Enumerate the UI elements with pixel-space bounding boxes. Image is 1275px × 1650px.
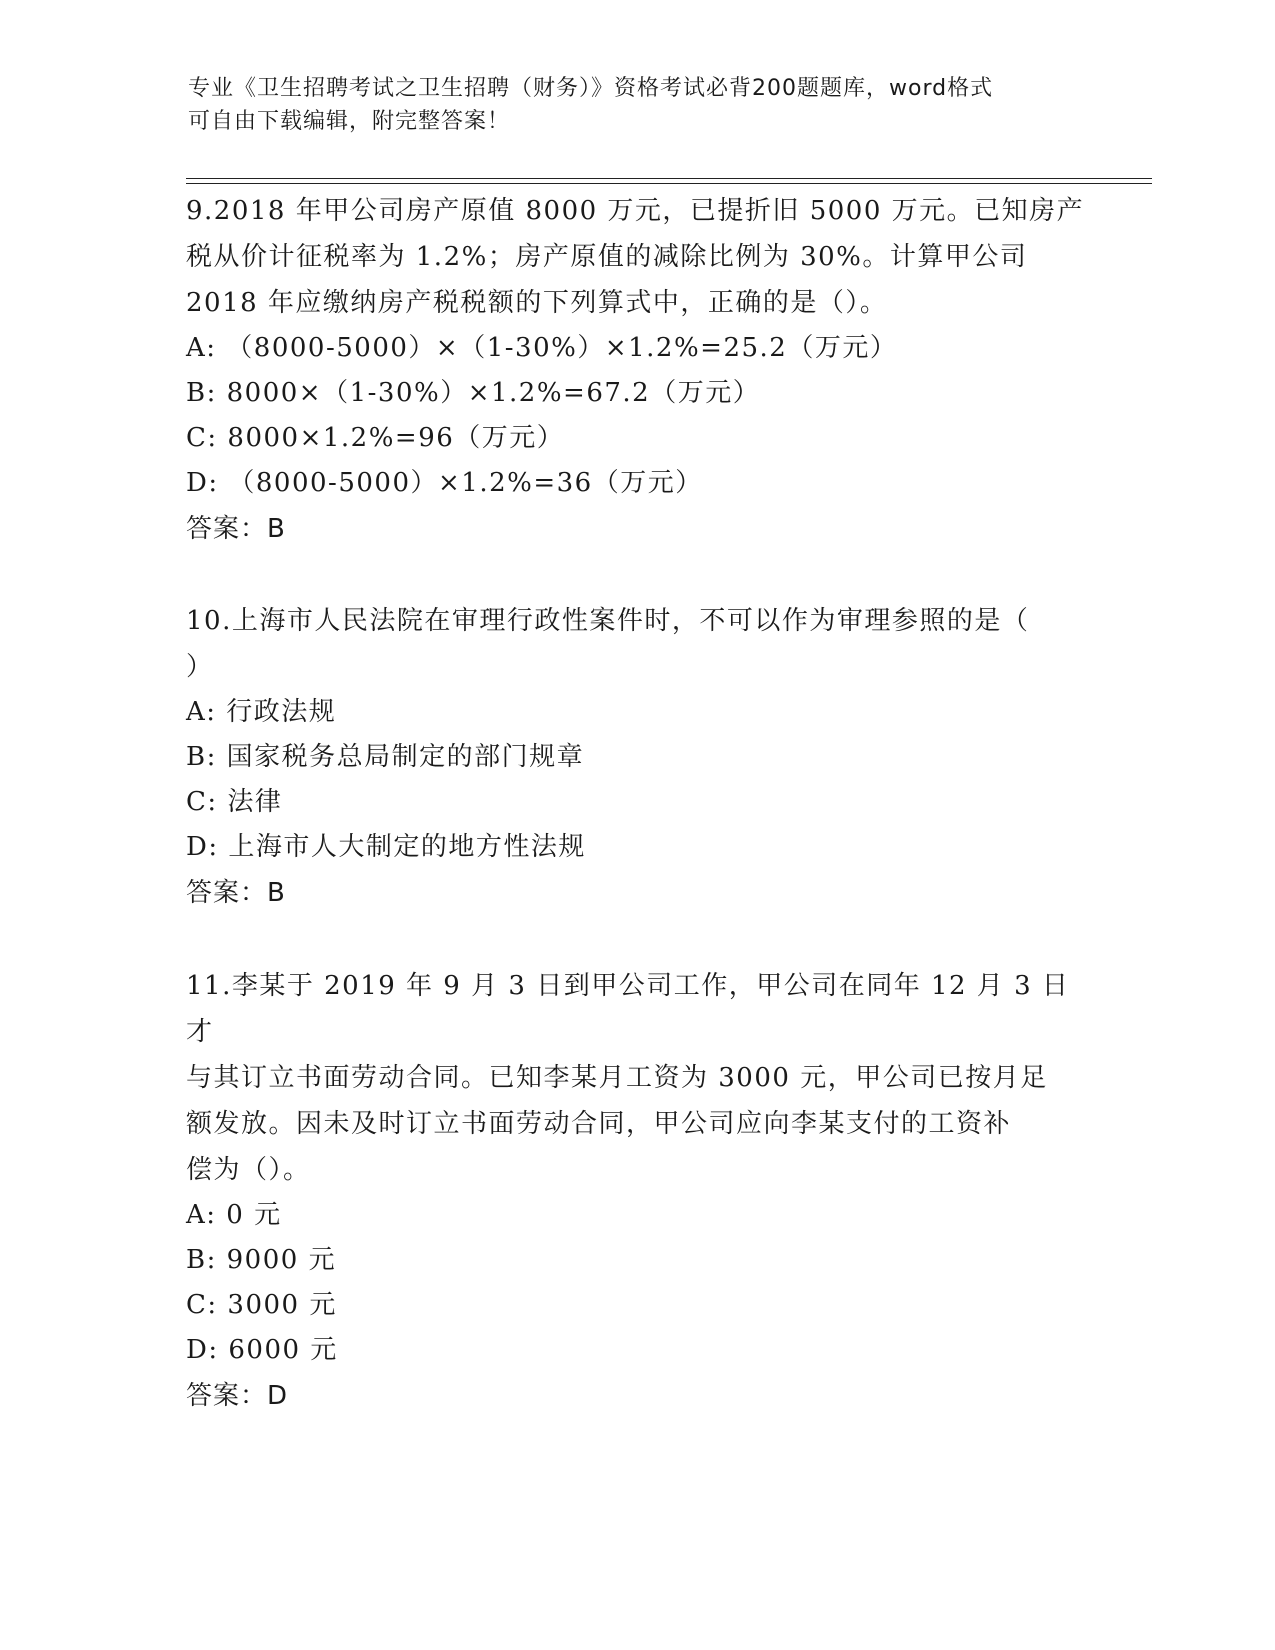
stem-line: 10.上海市人民法院在审理行政性案件时，不可以作为审理参照的是（	[186, 606, 1030, 636]
option-d: D: 上海市人大制定的地方性法规	[186, 832, 586, 862]
header-line-1: 专业《卫生招聘考试之卫生招聘（财务）》资格考试必背200题题库，word格式	[188, 76, 994, 101]
question-stem	[186, 188, 1086, 326]
stem-line: 9.2018 年甲公司房产原值 8000 万元，已提折旧 5000 万元。已知房产	[186, 196, 1085, 226]
header-divider-bottom	[186, 183, 1152, 184]
question-11	[186, 963, 1086, 1419]
answer: 答案：D	[186, 1381, 289, 1411]
option-b: B: 9000 元	[186, 1245, 337, 1275]
option-a: A: 行政法规	[186, 697, 337, 727]
option-d: D: 6000 元	[186, 1335, 338, 1365]
header-line-2: 可自由下载编辑，附完整答案！	[188, 109, 511, 134]
stem-line: 11.李某于 2019 年 9 月 3 日到甲公司工作，甲公司在同年 12 月 3 日才	[186, 971, 1070, 1047]
question-stem	[186, 963, 1086, 1193]
document-header	[188, 72, 1068, 138]
stem-line: 偿为（）。	[186, 1155, 311, 1185]
question-9	[186, 188, 1086, 552]
option-a: A: 0 元	[186, 1200, 282, 1230]
stem-line: 2018 年应缴纳房产税税额的下列算式中，正确的是（）。	[186, 288, 888, 318]
stem-line: 与其订立书面劳动合同。已知李某月工资为 3000 元，甲公司已按月足	[186, 1063, 1048, 1093]
question-10	[186, 598, 1086, 916]
stem-line: 额发放。因未及时订立书面劳动合同，甲公司应向李某支付的工资补	[186, 1109, 1012, 1139]
stem-line: ）	[186, 652, 214, 682]
option-a: A: （8000-5000）×（1-30%）×1.2%=25.2（万元）	[186, 333, 898, 363]
option-c: C: 法律	[186, 787, 283, 817]
option-c: C: 3000 元	[186, 1290, 337, 1320]
stem-line: 税从价计征税率为 1.2%；房产原值的减除比例为 30%。计算甲公司	[186, 242, 1028, 272]
answer: 答案：B	[186, 878, 286, 908]
question-stem	[186, 598, 1086, 690]
option-b: B: 国家税务总局制定的部门规章	[186, 742, 585, 772]
option-c: C: 8000×1.2%=96（万元）	[186, 423, 565, 453]
option-b: B: 8000×（1-30%）×1.2%=67.2（万元）	[186, 378, 761, 408]
answer: 答案：B	[186, 514, 286, 544]
option-d: D: （8000-5000）×1.2%=36（万元）	[186, 468, 703, 498]
header-divider-top	[186, 178, 1152, 179]
